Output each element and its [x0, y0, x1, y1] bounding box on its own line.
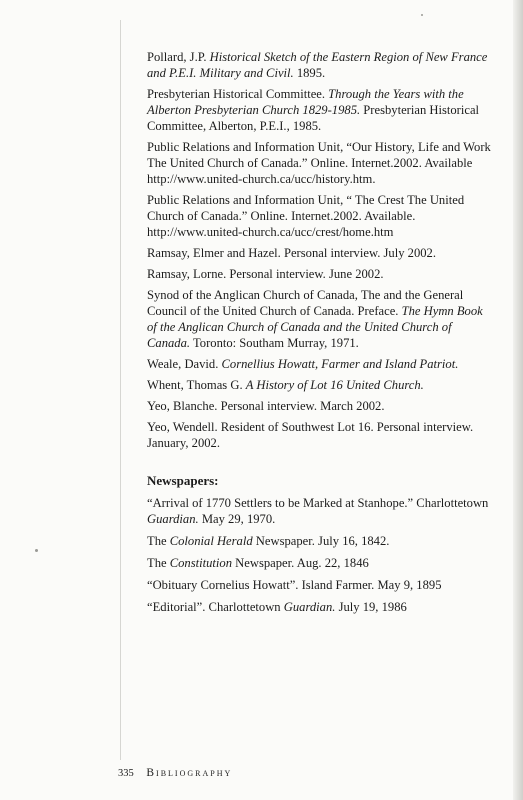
entry-after: Newspaper. Aug. 22, 1846: [232, 556, 369, 570]
entry-after: July 19, 1986: [335, 600, 407, 614]
entry-before: “Arrival of 1770 Settlers to be Marked at Stanhope.” Charlottetown: [147, 496, 489, 510]
entry-before: “Editorial”. Charlottetown: [147, 600, 284, 614]
bibliography-entry: [147, 139, 492, 187]
newspaper-entry: [147, 555, 492, 571]
bibliography-entry: [147, 49, 492, 81]
entry-before: Weale, David.: [147, 357, 222, 371]
entry-title: The Hymn Book of the Anglican Church of Canada and the United Church of Canada.: [147, 304, 483, 350]
scan-speck: [421, 14, 423, 16]
entry-title: Historical Sketch of the Eastern Region of New France and P.E.I. Military and Civil.: [147, 50, 488, 80]
newspaper-entry: [147, 495, 492, 527]
entry-after: Newspaper. July 16, 1842.: [252, 534, 390, 548]
entry-before: Yeo, Wendell. Resident of Southwest Lot 16. Personal interview. January, 2002.: [147, 420, 474, 450]
bibliography-entry: [147, 86, 492, 134]
entry-before: Presbyterian Historical Committee.: [147, 87, 329, 101]
page-footer: [118, 767, 232, 779]
newspapers-heading: Newspapers:: [147, 473, 219, 488]
scan-speck: [35, 549, 38, 552]
entry-title: Guardian.: [283, 600, 336, 614]
bibliography-entry: [147, 266, 492, 282]
entry-before: Yeo, Blanche. Personal interview. March 2002.: [147, 399, 385, 413]
bibliography-entry: [147, 245, 492, 261]
bibliography-entry: [147, 377, 492, 393]
bibliography-entry: [147, 356, 492, 372]
entry-before: “Obituary Cornelius Howatt”. Island Farmer. May 9, 1895: [147, 578, 442, 592]
entry-before: Ramsay, Lorne. Personal interview. June 2002.: [147, 267, 384, 281]
entry-title: Cornellius Howatt, Farmer and Island Patriot.: [221, 357, 459, 371]
bibliography-entry: [147, 398, 492, 414]
entry-title: Constitution: [169, 556, 233, 570]
entry-after: Toronto: Southam Murray, 1971.: [190, 336, 359, 350]
bibliography-list: [147, 49, 492, 451]
page-number: 335: [118, 768, 134, 779]
running-head: Bibliography: [146, 767, 233, 779]
newspapers-list: [147, 495, 492, 615]
entry-before: Public Relations and Information Unit, “Our History, Life and Work The United Church of Canada.” Online. Internet.2002. Available http://www.united-church.ca/ucc/history.htm.: [147, 140, 491, 186]
entry-after: Presbyterian Historical Committee, Alberton, P.E.I., 1985.: [147, 103, 480, 133]
bibliography-entry: [147, 192, 492, 240]
entry-before: The: [147, 534, 170, 548]
entry-after: 1895.: [293, 66, 326, 80]
entry-after: May 29, 1970.: [198, 512, 276, 526]
entry-title: A History of Lot 16 United Church.: [245, 378, 424, 392]
entry-title: Guardian.: [147, 512, 199, 526]
entry-title: Through the Years with the Alberton Presbyterian Church 1829-1985.: [147, 87, 464, 117]
entry-before: Synod of the Anglican Church of Canada, The and the General Council of the United Church of Canada. Preface.: [147, 288, 464, 318]
newspaper-entry: [147, 533, 492, 549]
entry-before: The: [147, 556, 170, 570]
entry-before: Whent, Thomas G.: [147, 378, 246, 392]
bibliography-content: [147, 49, 492, 621]
entry-before: Pollard, J.P.: [147, 50, 210, 64]
newspaper-entry: [147, 577, 492, 593]
page-edge-shadow: [513, 0, 523, 800]
gutter-line: [120, 20, 121, 760]
entry-before: Ramsay, Elmer and Hazel. Personal interview. July 2002.: [147, 246, 436, 260]
newspaper-entry: [147, 599, 492, 615]
bibliography-entry: [147, 287, 492, 351]
entry-before: Public Relations and Information Unit, “ The Crest The United Church of Canada.” Online. Internet.2002. Available. http://www.united-church.ca/ucc/crest/home.htm: [147, 193, 465, 239]
entry-title: Colonial Herald: [169, 534, 253, 548]
bibliography-entry: [147, 419, 492, 451]
